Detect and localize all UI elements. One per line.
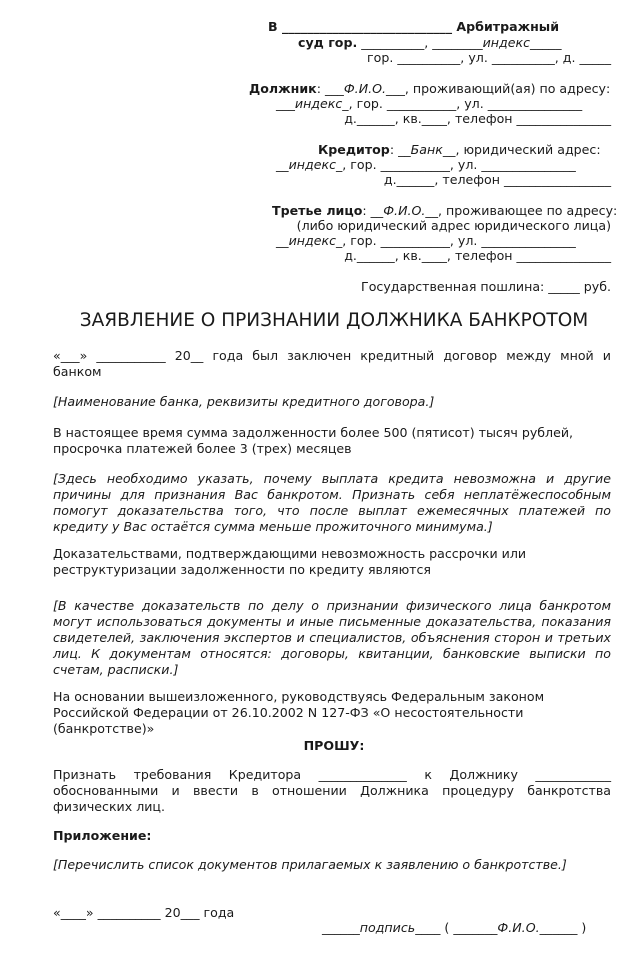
state-fee-line: Государственная пошлина: _____ руб.	[361, 279, 611, 294]
paragraph-request: Признать требования Кредитора ______________ к Должнику ____________ обоснованными и ввести в отношении Должника процедуру банкротства физических лиц.	[53, 767, 611, 814]
paragraph-reasons-hint: [Здесь необходимо указать, почему выплата кредита невозможна и другие причины для признания Вас банкротом. Признать себя неплатёжеспособным помогут доказательства того, что после выплат ежемесячных платежей по кредиту у Вас остаётся сумма меньше прожиточного минимума.]	[53, 471, 611, 534]
paragraph-evidence-hint: [В качестве доказательств по делу о признании физического лица банкротом могут использоваться документы и иные письменные доказательства, показания свидетелей, заключения экспертов и специалистов, объяснения сторон и третьих лиц. К документам относятся: договоры, квитанции, банковские выписки по счетам, расписки.]	[53, 598, 611, 677]
third-party-name-field: __Ф.И.О.__	[370, 203, 438, 218]
third-party-index-field: __индекс_	[276, 233, 343, 248]
attachment-heading: Приложение:	[53, 828, 152, 843]
signature-date: «____» __________ 20___ года	[53, 905, 235, 920]
court-line-1: В ___________________________ Арбитражный	[268, 19, 560, 34]
third-party-line-3: __индекс_, гор. ___________, ул. _______________	[276, 233, 576, 248]
creditor-name-field: __Банк__	[398, 142, 456, 157]
third-party-line-4: д.______, кв.____, телефон _______________	[344, 248, 611, 263]
document-title: ЗАЯВЛЕНИЕ О ПРИЗНАНИИ ДОЛЖНИКА БАНКРОТОМ	[79, 310, 589, 331]
paragraph-contract-bank: банком	[53, 364, 102, 379]
signature-fio-field: _______Ф.И.О.______	[453, 920, 578, 935]
signature-field: ______подпись____	[322, 920, 441, 935]
creditor-index-field: __индекс_	[276, 157, 343, 172]
debtor-index-field: ___индекс_	[276, 96, 349, 111]
court-index-field: ________индекс_____	[432, 35, 562, 50]
creditor-label: Кредитор	[318, 142, 390, 157]
paragraph-attachment-hint: [Перечислить список документов прилагаемых к заявлению о банкротстве.]	[53, 857, 567, 872]
debtor-label: Должник	[249, 81, 317, 96]
request-heading: ПРОШУ:	[303, 738, 365, 753]
third-party-line-1: Третье лицо: __Ф.И.О.__, проживающее по адресу:	[272, 203, 618, 218]
paragraph-evidence-intro: Доказательствами, подтверждающими невозможность рассрочки или реструктуризации задолженности по кредиту являются	[53, 546, 527, 577]
court-city-label: суд гор.	[298, 35, 358, 50]
creditor-line-2: __индекс_, гор. ___________, ул. _______________	[276, 157, 576, 172]
debtor-line-2: ___индекс_, гор. ___________, ул. _______________	[276, 96, 583, 111]
debtor-line-1: Должник: ___Ф.И.О.___, проживающий(ая) по адресу:	[249, 81, 611, 96]
court-line-3: гор. __________, ул. __________, д. _____	[367, 50, 611, 65]
signature-line: ______подпись____ ( _______Ф.И.О.______ )	[322, 920, 587, 935]
creditor-line-3: д.______, телефон _________________	[383, 172, 611, 187]
paragraph-contract-date: «___» ___________ 20__ года был заключен кредитный договор между мной и	[53, 348, 611, 363]
paragraph-debt-amount: В настоящее время сумма задолженности более 500 (пятисот) тысяч рублей, просрочка платежей более 3 (трех) месяцев	[53, 425, 574, 456]
creditor-line-1: Кредитор: __Банк__, юридический адрес:	[318, 142, 601, 157]
debtor-line-3: д.______, кв.____, телефон _______________	[344, 111, 611, 126]
third-party-label: Третье лицо	[272, 203, 363, 218]
third-party-line-2: (либо юридический адрес юридического лица)	[296, 218, 611, 233]
debtor-name-field: ___Ф.И.О.___	[324, 81, 405, 96]
paragraph-bank-details-hint: [Наименование банка, реквизиты кредитного договора.]	[53, 394, 435, 409]
paragraph-legal-basis: На основании вышеизложенного, руководствуясь Федеральным законом Российской Федерации от 26.10.2002 N 127-ФЗ «О несостоятельности (банкротстве)»	[53, 689, 545, 736]
court-line-2: суд гор. __________, ________индекс_____	[298, 35, 562, 50]
